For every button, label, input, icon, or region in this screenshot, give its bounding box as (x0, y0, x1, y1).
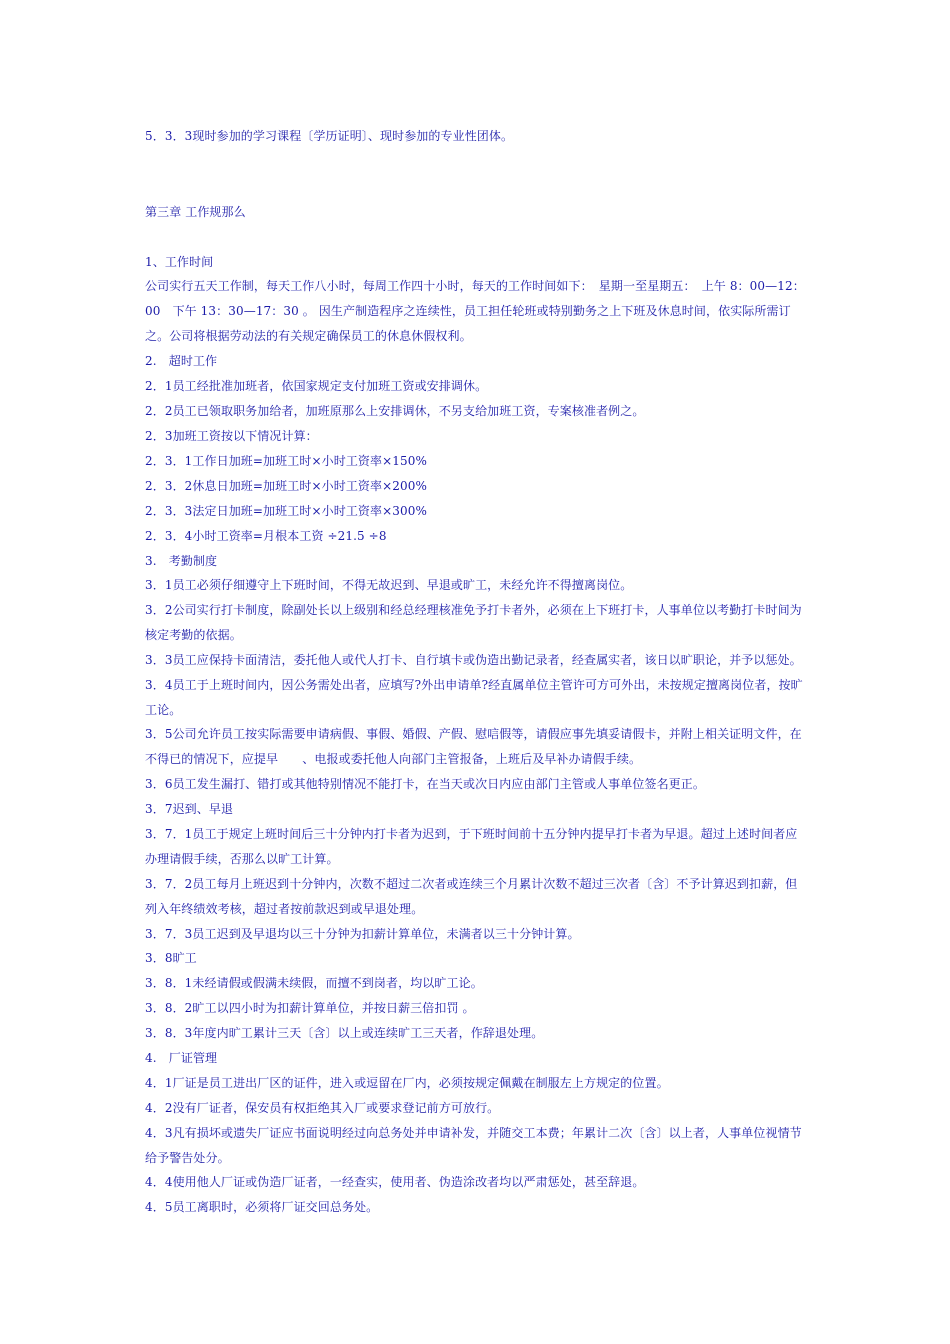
item-2-3-4: 2．3．4小时工资率=月根本工资 ÷21.5 ÷8 (145, 529, 387, 543)
item-2-3-3: 2．3．3法定日加班=加班工时×小时工资率×300% (145, 504, 427, 518)
item-3-8-2: 3．8．2旷工以四小时为扣薪计算单位，并按日薪三倍扣罚 。 (145, 1001, 475, 1015)
item-3-2: 3．2公司实行打卡制度，除副处长以上级别和经总经理核准免予打卡者外，必须在上下班打卡，人事单位以考勤打卡时间为核定考勤的依据。 (145, 603, 802, 642)
section-2-heading: 2. 超时工作 (145, 354, 218, 368)
item-3-3: 3．3员工应保持卡面清洁，委托他人或代人打卡、自行填卡或伪造出勤记录者，经查属实者，该日以旷职论，并予以惩处。 (145, 653, 802, 667)
section-4-heading: 4. 厂证管理 (145, 1051, 218, 1065)
item-4-1: 4．1厂证是员工进出厂区的证件，进入或逗留在厂内，必须按规定佩戴在制服左上方规定的位置。 (145, 1076, 669, 1090)
item-3-7: 3．7迟到、早退 (145, 802, 234, 816)
item-3-8-1: 3．8．1未经请假或假满未续假，而擅不到岗者，均以旷工论。 (145, 976, 483, 990)
item-4-3: 4．3凡有损坏或遗失厂证应书面说明经过向总务处并申请补发，并随交工本费；年累计二次〔含〕以上者，人事单位视情节给予警告处分。 (145, 1126, 802, 1165)
item-3-4: 3．4员工于上班时间内，因公务需处出者，应填写?外出申请单?经直属单位主管许可方可外出，未按规定擅离岗位者，按旷工论。 (145, 678, 803, 717)
item-2-2: 2．2员工已领取职务加给者，加班原那么上安排调休，不另支给加班工资，专案核准者例之。 (145, 404, 645, 418)
item-2-1: 2．1员工经批准加班者，依国家规定支付加班工资或安排调休。 (145, 379, 488, 393)
chapter-3-title: 第三章 工作规那么 (145, 205, 246, 219)
item-4-4: 4．4使用他人厂证或伪造厂证者，一经查实，使用者、伪造涂改者均以严肃惩处，甚至辞退。 (145, 1175, 645, 1189)
item-3-1: 3．1员工必须仔细遵守上下班时间，不得无故迟到、早退或旷工，未经允许不得擅离岗位。 (145, 578, 633, 592)
item-3-8-3: 3．8．3年度内旷工累计三天〔含〕以上或连续旷工三天者，作辞退处理。 (145, 1026, 544, 1040)
item-2-3-1: 2．3．1工作日加班=加班工时×小时工资率×150% (145, 454, 427, 468)
section-1-body: 公司实行五天工作制，每天工作八小时，每周工作四十小时，每天的工作时间如下： 星期一至星期五： 上午 8：00—12：00 下午 13：30—17：30 。 因生产制造程序之连续性，员工担任轮班或特别勤务之上下班及休息时间，依实际所需订之。公司将根据劳动法的有关规定确保员工的休息休假权利。 (145, 279, 805, 343)
item-4-2: 4．2没有厂证者，保安员有权拒绝其入厂或要求登记前方可放行。 (145, 1101, 500, 1115)
item-3-7-2: 3．7．2员工每月上班迟到十分钟内，次数不超过二次者或连续三个月累计次数不超过三次者〔含〕不予计算迟到扣薪，但列入年终绩效考核，超过者按前款迟到或早退处理。 (145, 877, 798, 916)
section-3-heading: 3. 考勤制度 (145, 554, 218, 568)
item-2-3: 2．3加班工资按以下情况计算： (145, 429, 318, 443)
item-3-5: 3．5公司允许员工按实际需要申请病假、事假、婚假、产假、慰唁假等，请假应事先填妥请假卡，并附上相关证明文件，在不得已的情况下，应提早 、电报或委托他人向部门主管报备，上班后及早补办请假手续。 (145, 727, 802, 766)
item-3-7-3: 3．7．3员工迟到及早退均以三十分钟为扣薪计算单位，未满者以三十分钟计算。 (145, 927, 580, 941)
item-3-6: 3．6员工发生漏打、错打或其他特别情况不能打卡，在当天或次日内应由部门主管或人事单位签名更正。 (145, 777, 705, 791)
section-1-heading: 1、工作时间 (145, 255, 214, 269)
item-5-3-3: 5．3．3现时参加的学习课程〔学历证明〕、现时参加的专业性团体。 (145, 129, 514, 143)
item-2-3-2: 2．3．2休息日加班=加班工时×小时工资率×200% (145, 479, 427, 493)
item-3-8: 3．8旷工 (145, 951, 197, 965)
item-3-7-1: 3．7．1员工于规定上班时间后三十分钟内打卡者为迟到，于下班时间前十五分钟内提早打卡者为早退。超过上述时间者应办理请假手续，否那么以旷工计算。 (145, 827, 798, 866)
item-4-5: 4．5员工离职时，必须将厂证交回总务处。 (145, 1200, 379, 1214)
